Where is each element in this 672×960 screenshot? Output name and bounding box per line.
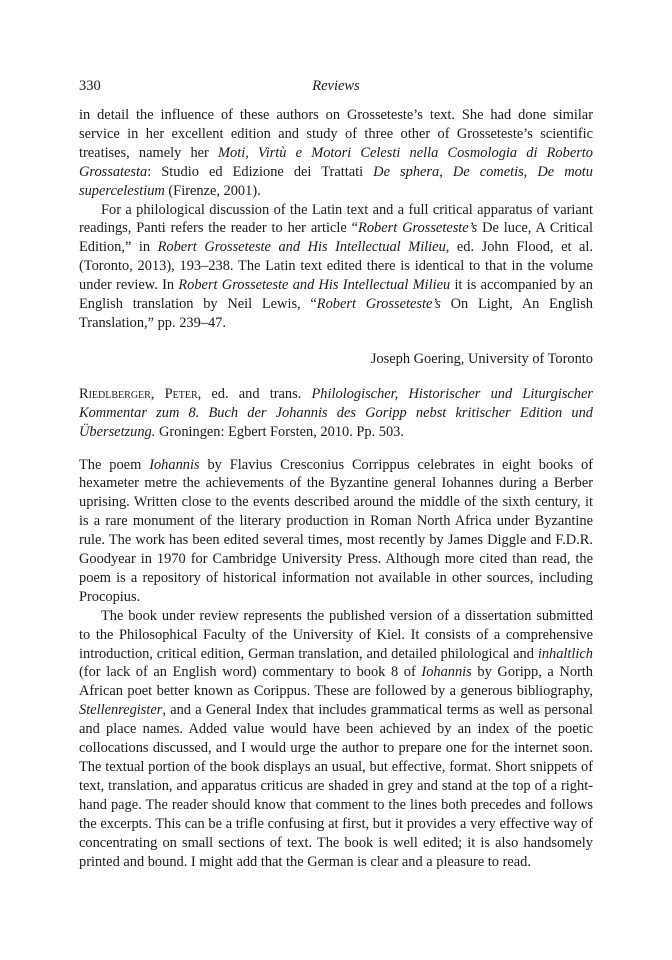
page-header <box>79 78 593 100</box>
running-title: Reviews <box>312 78 360 94</box>
reviewer-signature: Joseph Goering, University of Toronto <box>370 350 593 367</box>
author-last-name: Riedlberger <box>79 385 151 402</box>
review1-paragraph-1: in detail the influence of these authors on Grosseteste’s text. She had done similar service in her excellent edition and study of three other of Grosseteste’s scientific treatises, namely her Moti, Virtù e Motori Celesti nella Cosmologia di Roberto Grossatesta: Studio ed Edizione dei Trattati De sphera, De cometis, De motu supercelestium (Firenze, 2001). <box>79 107 593 199</box>
review2-bibliographic-entry: Riedlberger, Peter, ed. and trans. Philologischer, Historischer und Liturgischer Kommentar zum 8. Buch der Johannis des Goripp nebst kritischer Edition und Übersetzung. Groningen: Egbert Forsten, 2010. Pp. 503. <box>79 385 593 440</box>
review1-paragraph-2: For a philological discussion of the Latin text and a full critical apparatus of variant readings, Panti refers the reader to her article “Robert Grosseteste’s De luce, A Critical Edition,” in Robert Grosseteste and His Intellectual Milieu, ed. John Flood, et al. (Toronto, 2013), 193–238. The Latin text edited there is identical to that in the volume under review. In Robert Grosseteste and His Intellectual Milieu it is accompanied by an English translation by Neil Lewis, “Robert Grosseteste’s On Light, An English Translation,” pp. 239–47. <box>79 201 594 331</box>
page-number: 330 <box>79 78 101 94</box>
review2-paragraph-2: The book under review represents the published version of a dissertation submitted to the Philosophical Faculty of the University of Kiel. It consists of a comprehensive introduction, critical edition, German translation, and detailed philological and inhaltlich (for lack of an English word) commentary to book 8 of Iohannis by Goripp, a North African poet better known as Corippus. These are followed by a generous bibliography, Stellenregister, and a General Index that includes grammatical terms as well as personal and place names. Added value would have been achieved by an index of the poetic collocations discussed, and I would urge the author to prepare one for the internet soon. The textual portion of the book displays an usual, but effective, format. Short snippets of text, translation, and apparatus criticus are shaded in grey and stand at the top of a right-hand page. The reader should know that comment to the lines both precedes and follows the excerpts. This can be a trifle confusing at first, but it provides a very effective way of concentrating on small sections of text. The book is well edited; it is also handsomely printed and bound. I might add that the German is clear and a pleasure to read. <box>79 607 593 870</box>
book-title: Philologischer, Historischer und Liturgischer Kommentar zum 8. Buch der Johannis des Goripp nebst kritischer Edition und Übersetzung. <box>79 385 593 440</box>
author-first-name: Peter <box>164 385 198 402</box>
page-body <box>79 106 593 871</box>
review2-paragraph-1: The poem Iohannis by Flavius Cresconius Corrippus celebrates in eight books of hexameter metre the achievements of the Byzantine general Iohannes during a Berber uprising. Written close to the events described around the middle of the sixth century, it is a rare monument of the literary production in Roman North Africa under Byzantine rule. The work has been edited several times, most recently by James Diggle and F.D.R. Goodyear in 1970 for Cambridge University Press. Although more cited than read, the poem is a repository of historical information not available in other sources, including Procopius. <box>79 456 593 605</box>
